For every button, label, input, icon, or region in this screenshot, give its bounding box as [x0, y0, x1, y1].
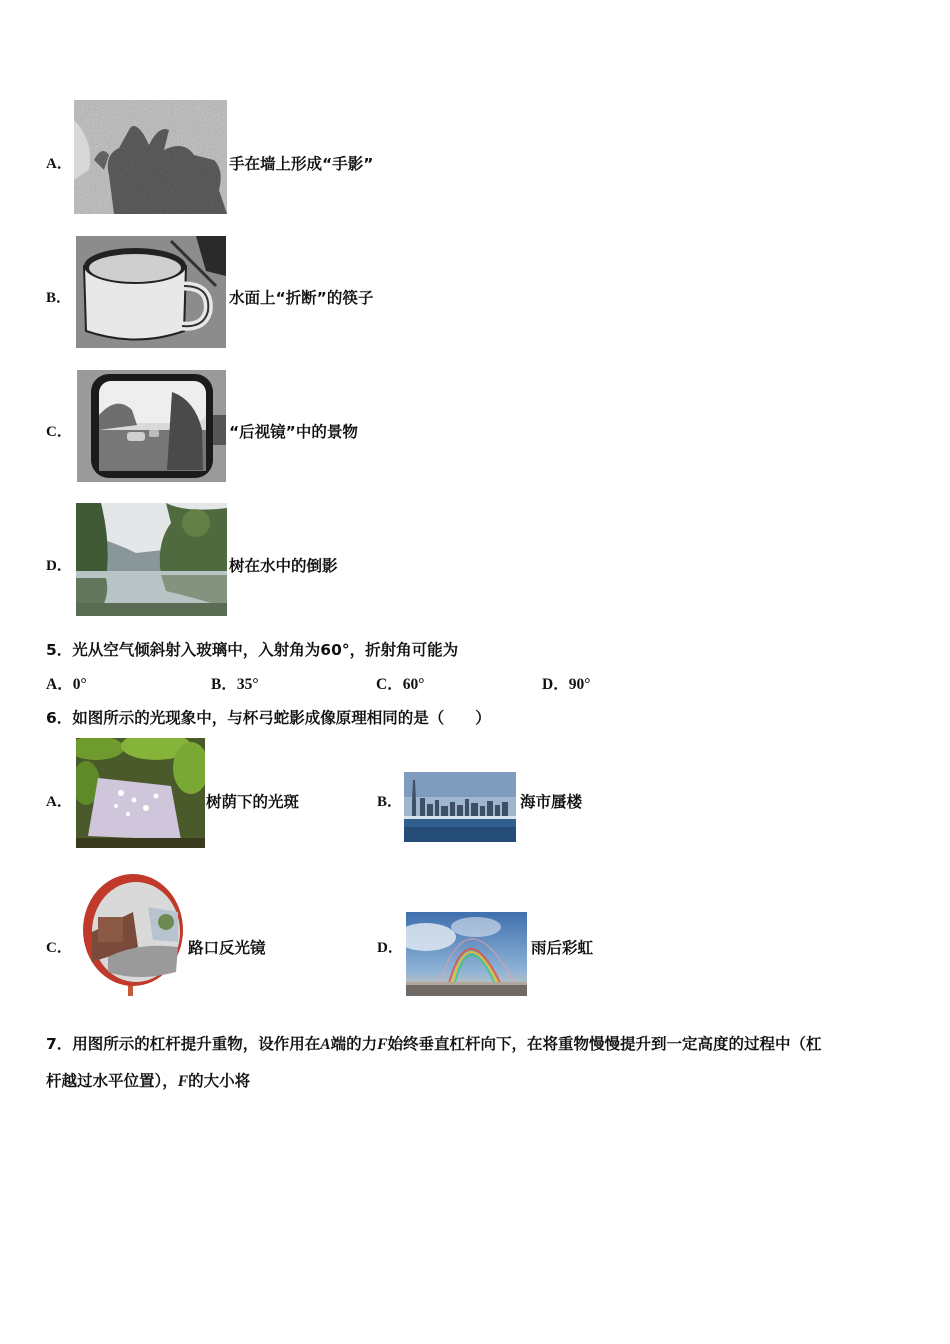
q5-option-b-value: 35° — [236, 676, 259, 693]
q6-option-d-letter: D． — [377, 940, 403, 956]
q5-option-d-letter: D． — [542, 676, 569, 693]
hand-shadow-photo — [74, 100, 227, 214]
q5-option-a — [46, 672, 87, 694]
q6-option-b-letter: B． — [377, 794, 403, 810]
q4-option-b-caption: 水面上“折断”的筷子 — [229, 289, 374, 307]
q5-option-c-letter: C． — [376, 676, 403, 693]
q6-option-c-letter: C． — [46, 940, 72, 956]
q7-var-a: A — [320, 1036, 331, 1053]
mirage-city-photo — [404, 772, 516, 842]
q5-option-a-value: 0° — [72, 676, 87, 693]
q4-option-c-caption: “后视镜”中的景物 — [229, 423, 358, 441]
q5-option-c-value: 60° — [402, 676, 425, 693]
q7-var-f-2: F — [177, 1073, 189, 1090]
q6-option-a-caption: 树荫下的光斑 — [206, 793, 300, 811]
mug-water-photo — [76, 236, 226, 348]
q4-option-c-letter: C． — [46, 424, 72, 440]
q4-option-d-letter: D． — [46, 558, 72, 574]
q4-option-b-letter: B． — [46, 290, 72, 306]
convex-mirror-photo — [78, 872, 184, 996]
q5-option-a-letter: A． — [46, 676, 73, 693]
q5-option-c — [376, 672, 424, 694]
q7-text-4: 杆越过水平位置）， — [46, 1072, 178, 1090]
q5-option-d-value: 90° — [568, 676, 591, 693]
q7-text-2: 端的力 — [330, 1035, 378, 1053]
q4-option-d-caption: 树在水中的倒影 — [229, 557, 338, 575]
q4-option-a-caption: 手在墙上形成“手影” — [229, 155, 374, 173]
q6-option-c-caption: 路口反光镜 — [188, 939, 266, 957]
q7-var-f: F — [377, 1036, 388, 1053]
question-7-stem-line2 — [46, 1069, 250, 1091]
q6-option-a-letter: A． — [46, 794, 72, 810]
question-6-stem: 6．如图所示的光现象中，与杯弓蛇影成像原理相同的是（ ） — [46, 709, 491, 727]
q7-text-5: 的大小将 — [188, 1072, 251, 1090]
q5-option-b-letter: B． — [211, 676, 237, 693]
rainbow-photo — [406, 912, 527, 996]
q6-option-b-caption: 海市蜃楼 — [520, 793, 583, 811]
leaf-light-spots-photo — [76, 738, 205, 848]
q4-option-a-letter: A． — [46, 156, 72, 172]
lake-reflection-photo — [76, 503, 227, 616]
q7-text-1: 7．用图所示的杠杆提升重物，设作用在 — [46, 1035, 321, 1053]
q7-text-3: 始终垂直杠杆向下，在将重物慢慢提升到一定高度的过程中（杠 — [387, 1035, 822, 1053]
q5-option-d — [542, 672, 590, 694]
q6-option-d-caption: 雨后彩虹 — [531, 939, 594, 957]
rearview-mirror-photo — [77, 370, 226, 482]
question-7-stem-line1 — [46, 1032, 822, 1054]
question-5-stem: 5．光从空气倾斜射入玻璃中，入射角为60°，折射角可能为 — [46, 641, 459, 659]
q5-option-b — [211, 672, 259, 694]
